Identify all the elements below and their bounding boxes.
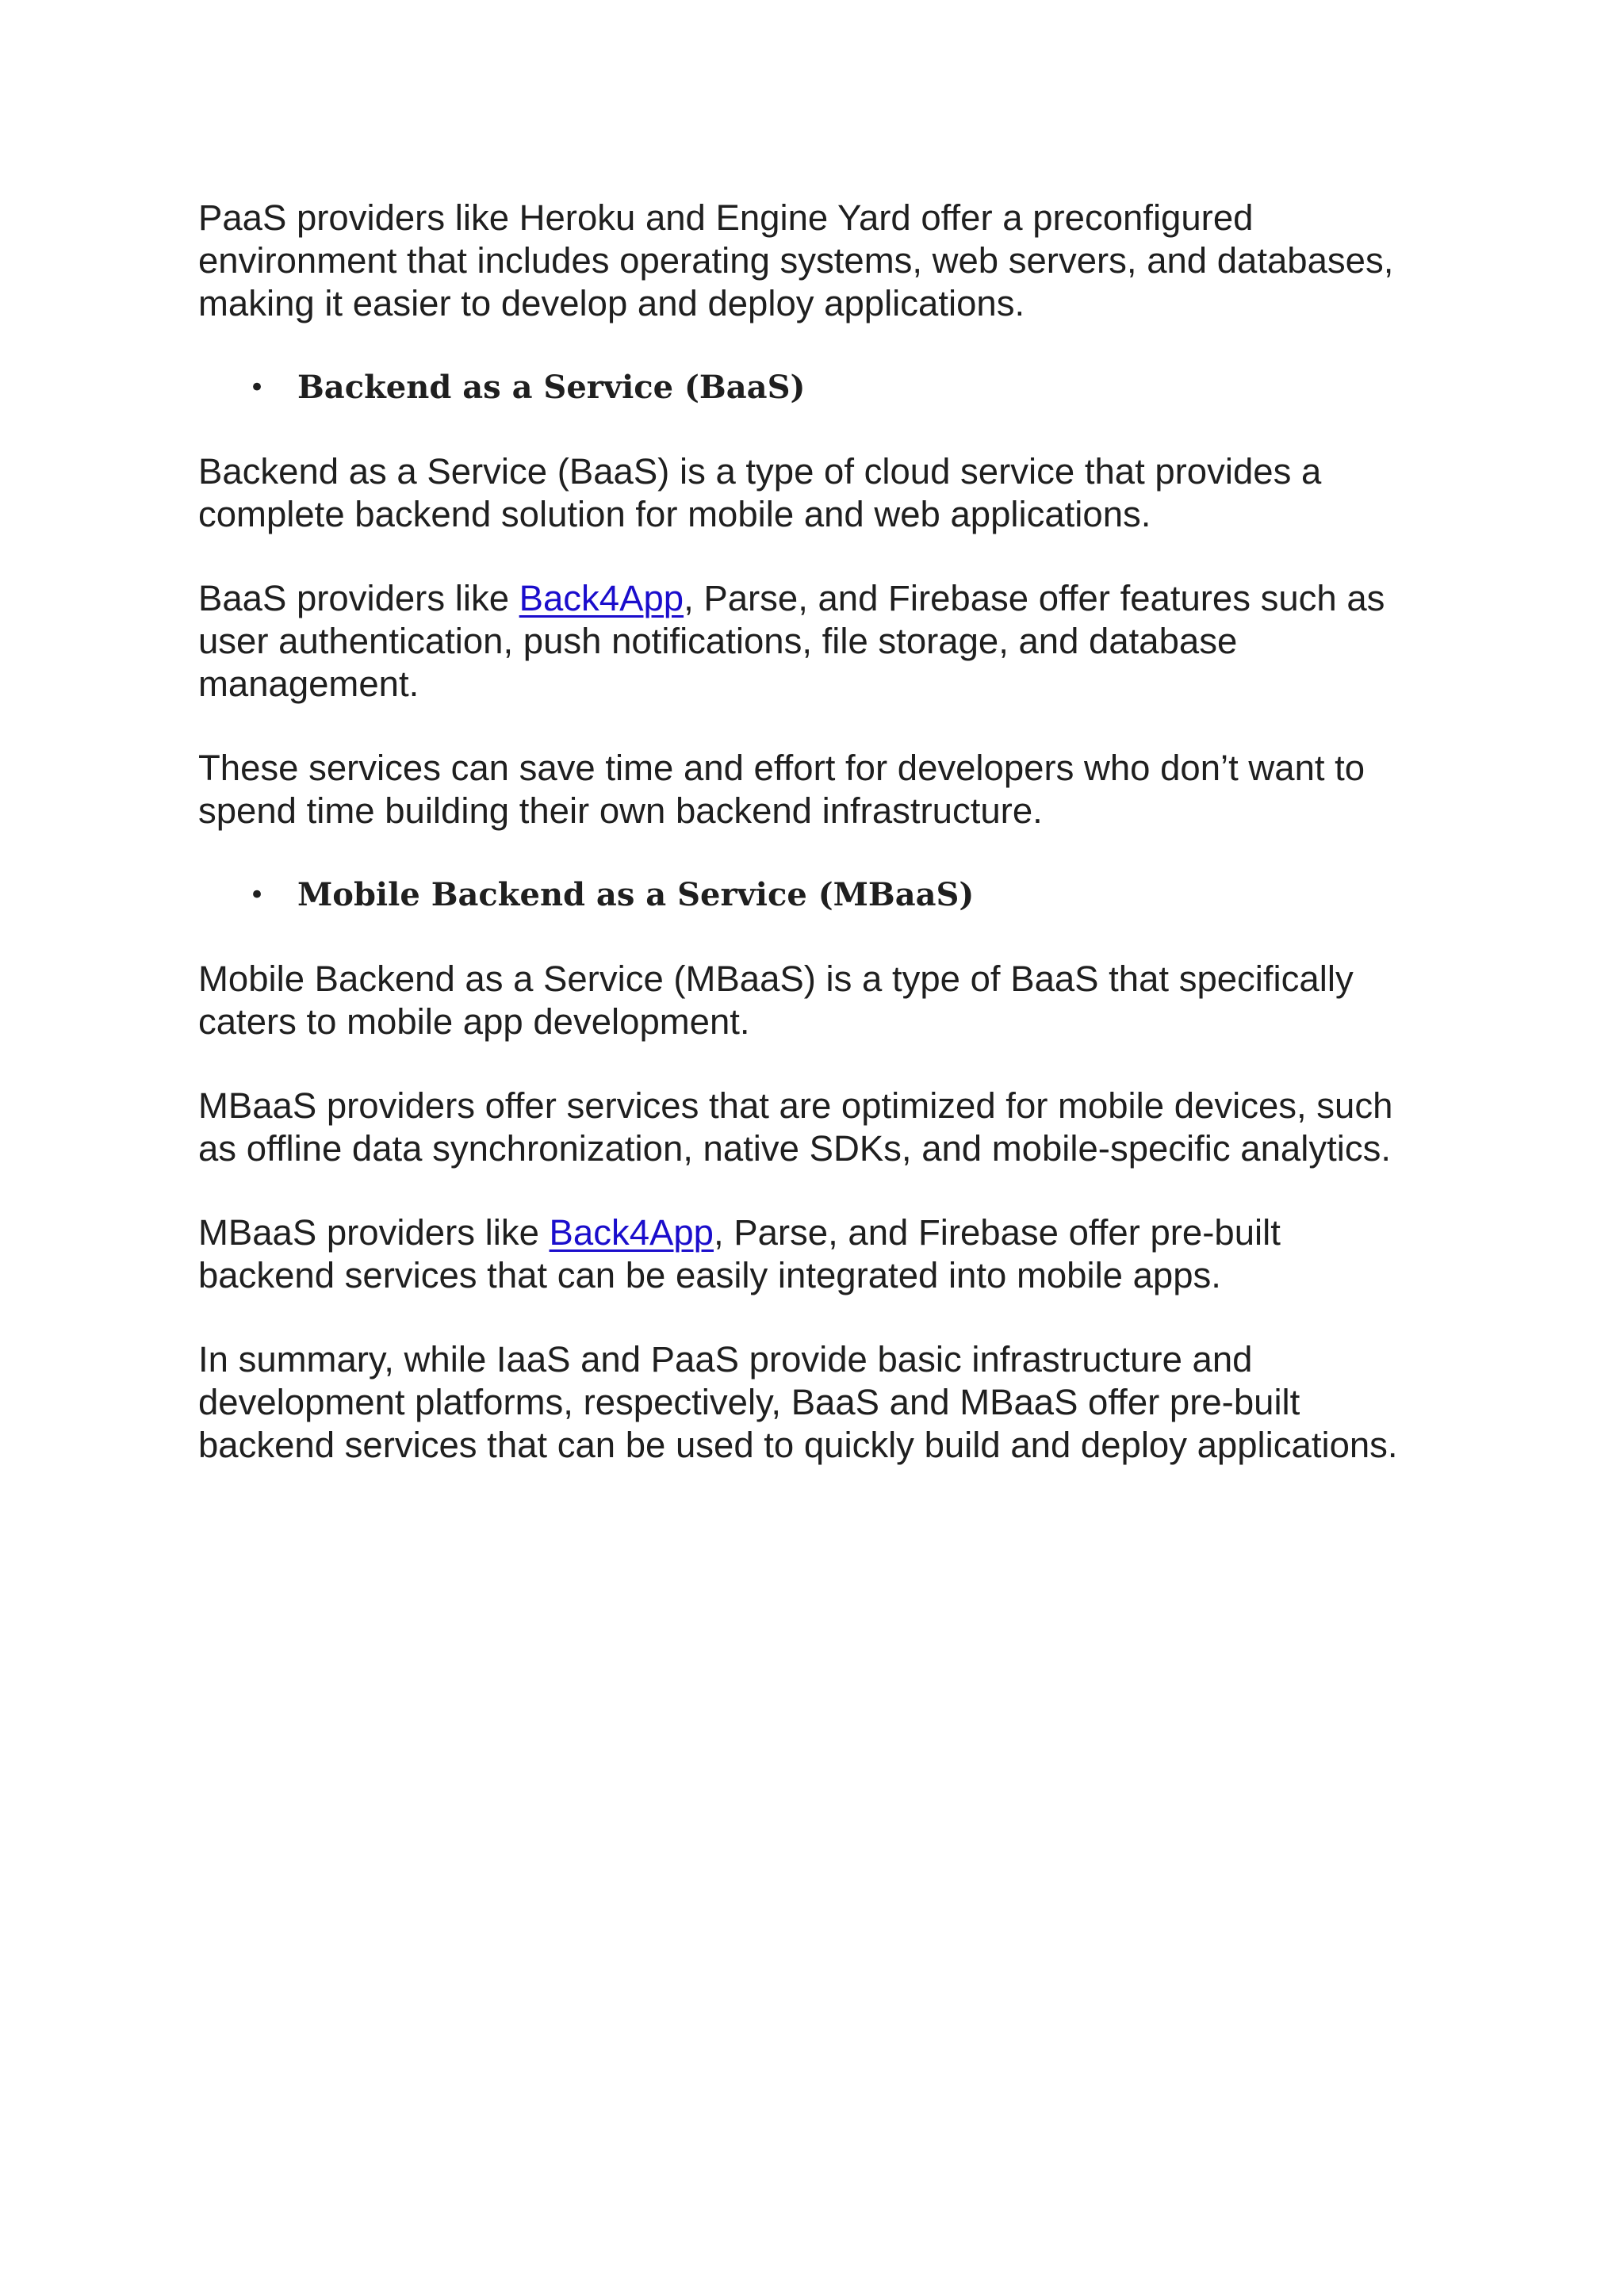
text-line	[198, 1211, 1451, 1254]
heading-mbaas	[198, 874, 1451, 916]
text-line: as offline data synchronization, native SDKs, and mobile-specific analytics.	[198, 1128, 1391, 1169]
text-line: PaaS providers like Heroku and Engine Yard offer a preconfigured	[198, 197, 1254, 238]
paragraph-mbaas-providers	[198, 1211, 1451, 1297]
heading-baas-label: Backend as a Service (BaaS)	[297, 369, 806, 406]
text-line: complete backend solution for mobile and web applications.	[198, 494, 1151, 534]
heading-baas	[198, 366, 1451, 409]
text-line: development platforms, respectively, BaaS and MBaaS offer pre-built	[198, 1382, 1300, 1422]
paragraph-baas-providers	[198, 577, 1451, 706]
text-segment: BaaS providers like	[198, 578, 519, 618]
text-line: backend services that can be used to quickly build and deploy applications.	[198, 1425, 1398, 1465]
text-line: backend services that can be easily integrated into mobile apps.	[198, 1255, 1221, 1295]
text-segment: MBaaS providers like	[198, 1212, 550, 1253]
text-line: In summary, while IaaS and PaaS provide basic infrastructure and	[198, 1339, 1253, 1380]
text-line: environment that includes operating systems, web servers, and databases,	[198, 240, 1394, 281]
paragraph-baas-definition	[198, 450, 1451, 536]
text-line: MBaaS providers offer services that are optimized for mobile devices, such	[198, 1085, 1393, 1126]
text-line: Backend as a Service (BaaS) is a type of cloud service that provides a	[198, 451, 1322, 492]
text-segment: , Parse, and Firebase offer pre-built	[713, 1212, 1281, 1253]
text-line: These services can save time and effort for developers who don’t want to	[198, 748, 1365, 788]
back4app-link[interactable]: Back4App	[519, 578, 684, 618]
bullet-icon: •	[249, 879, 266, 911]
text-line: making it easier to develop and deploy applications.	[198, 283, 1025, 323]
text-line: Mobile Backend as a Service (MBaaS) is a type of BaaS that specifically	[198, 959, 1354, 999]
text-line: caters to mobile app development.	[198, 1001, 750, 1042]
text-line: management.	[198, 664, 419, 704]
paragraph-mbaas-services	[198, 1085, 1451, 1170]
text-line	[198, 577, 1451, 620]
text-line: user authentication, push notifications, file storage, and database	[198, 621, 1238, 661]
document-page	[198, 197, 1451, 1508]
paragraph-baas-benefits	[198, 747, 1451, 832]
back4app-link[interactable]: Back4App	[549, 1212, 714, 1253]
text-segment: , Parse, and Firebase offer features such as	[684, 578, 1385, 618]
bullet-icon: •	[249, 372, 266, 404]
heading-mbaas-label: Mobile Backend as a Service (MBaaS)	[297, 876, 975, 913]
paragraph-paas-providers	[198, 197, 1451, 325]
paragraph-mbaas-definition	[198, 958, 1451, 1043]
text-line: spend time building their own backend infrastructure.	[198, 790, 1043, 831]
paragraph-summary	[198, 1338, 1451, 1467]
